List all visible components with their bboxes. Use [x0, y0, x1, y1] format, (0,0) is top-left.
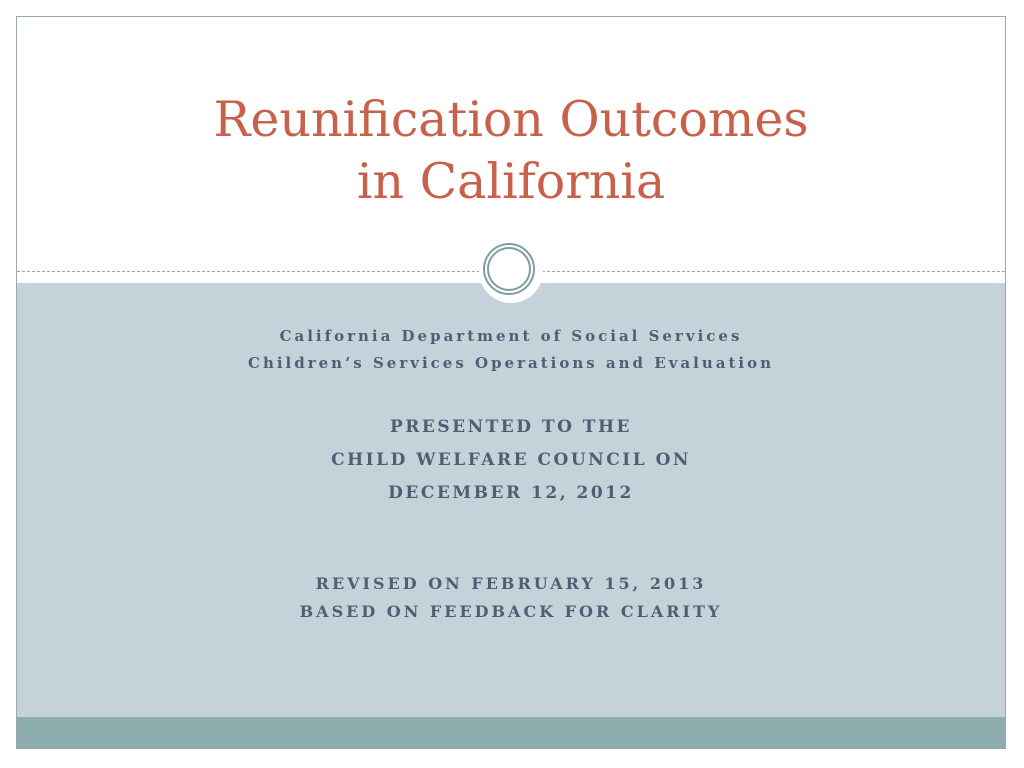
title-line-2: in California [356, 153, 666, 210]
revised-line-2: BASED ON FEEDBACK FOR CLARITY [299, 602, 723, 621]
department-block [17, 323, 1005, 377]
presented-block [17, 411, 1005, 510]
department-line-1: California Department of Social Services [279, 327, 743, 345]
revised-block [17, 570, 1005, 626]
presented-line-3: DECEMBER 12, 2012 [388, 483, 634, 503]
presented-line-2: CHILD WELFARE COUNCIL ON [331, 450, 691, 470]
revised-line-1: REVISED ON FEBRUARY 15, 2013 [315, 574, 707, 593]
title-line-1: Reunification Outcomes [213, 91, 809, 148]
slide [16, 16, 1006, 749]
presented-line-1: PRESENTED TO THE [390, 417, 632, 437]
circle-ornament-inner-ring [487, 247, 531, 291]
department-line-2: Children’s Services Operations and Evaluation [248, 354, 774, 372]
title-area [17, 17, 1005, 273]
slide-title [17, 89, 1005, 213]
footer-band [17, 717, 1005, 749]
